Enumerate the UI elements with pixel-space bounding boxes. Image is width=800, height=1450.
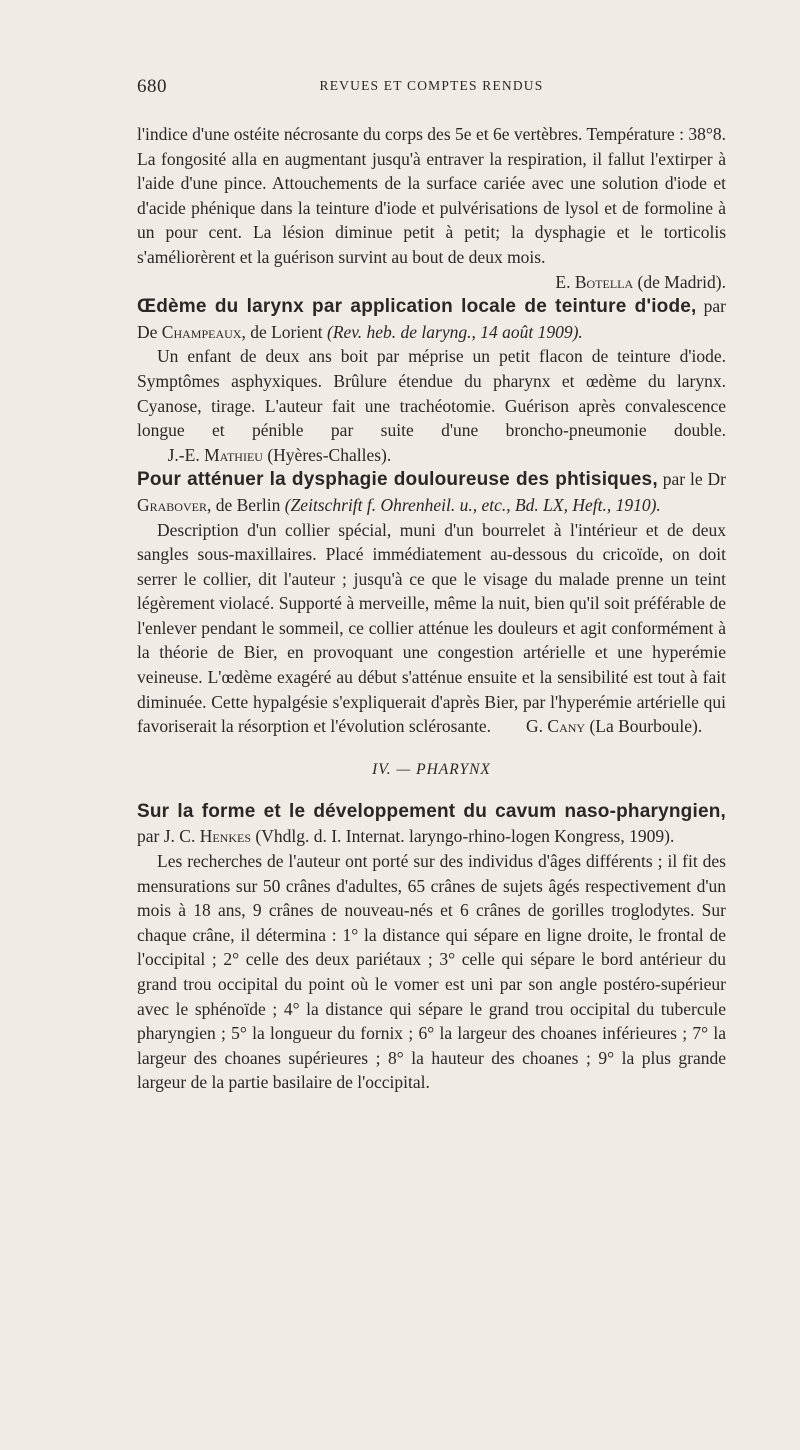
article-body-text: Les recherches de l'auteur ont porté sur des individus d'âges différents ; il fit des mensurations sur 50 crânes d'adultes, 65 crânes de sujets âgés respectivement d'un mois à 18 ans, 9 crânes de nouveau-nés et 6 crânes de gorilles troglodytes. Sur chaque crâne, il détermina : 1° la distance qui sépare en ligne droite, le frontal de l'occipital ; 2° celle des deux pariétaux ; 3° celle qui sépare le bord antérieur du grand trou occipital du point où le vomer est uni par son angle postéro-supérieur avec le sphénoïde ; 4° la distance qui sépare le grand trou occipital du tubercule pharyngien ; 5° la longueur du fornix ; 6° la largeur des choanes inférieures ; 7° la largeur des choanes supérieures ; 8° la hauteur des choanes ; 9° la plus grande largeur de la partie basilaire de l'occipital. [137,851,726,1093]
journal-page [0,76,800,1450]
article-affiliation: , de Berlin [206,494,281,515]
article-title: Sur la forme et le développement du cavum naso-pharyngien, [137,800,726,822]
running-head [137,76,726,112]
article-signature [137,445,391,465]
article-body [137,344,726,467]
signature-place: (de Madrid). [637,271,726,292]
section-title: IV. — PHARYNX [372,760,491,778]
article-champeaux [137,294,726,467]
article-botella [137,122,726,294]
article-body-text: l'indice d'une ostéite nécrosante du corps des 5e et 6e vertèbres. Température : 38°8. La fongosité alla en augmentant jusqu'à entraver la respiration, il fallut l'extirper à l'aide d'une pince. Attouchements de la surface cariée avec une solution d'iode et d'acide phénique dans la teinture d'iode et pulvérisations de lysol et de formoline à un pour cent. La lésion diminue petit à petit; la dysphagie et le torticolis s'améliorèrent et la guérison survint au bout de deux mois. [137,124,726,267]
article-heading [137,467,726,517]
article-by: par le Dr [662,469,726,490]
signature-name: J.-E. Mathieu [167,444,263,465]
article-by: par De [137,296,726,342]
article-body [137,849,726,1095]
article-body-text: Un enfant de deux ans boit par méprise un petit flacon de teinture d'iode. Symptômes asphyxiques. Brûlure étendue du pharynx et œdème du larynx. Cyanose, tirage. L'auteur fait une trachéotomie. Guérison après convalescence longue et pénible par suite d'une broncho-pneumonie double. [137,346,726,441]
article-heading [137,799,726,849]
article-title: Pour atténuer la dysphagie douloureuse des phtisiques, [137,469,658,491]
running-title: REVUES ET COMPTES RENDUS [319,78,544,93]
article-source: (Zeitschrift f. Ohrenheil. u., etc., Bd. LX, Heft., 1910). [284,494,661,515]
signature-name: G. Cany [526,716,586,737]
article-source: (Rev. heb. de laryng., 14 août 1909). [327,321,583,342]
article-author: Henkes [199,826,252,847]
article-author: Champeaux [161,321,242,342]
article-title: Œdème du larynx par application locale de teinture d'iode, [137,296,697,318]
page-number: 680 [137,76,167,97]
article-source: (Vhdlg. d. I. Internat. laryngo-rhino-logen Kongress, 1909). [255,826,675,847]
article-henkes [137,799,726,1095]
article-by: par J. C. [137,826,196,847]
article-heading [137,294,726,344]
article-body-text: Description d'un collier spécial, muni d'un bourrelet à l'intérieur et de deux sangles sous-maxillaires. Placé immédiatement au-dessous du cricoïde, on doit serrer le collier, dit l'auteur ; jusqu'à ce que le visage du malade prenne un teint légèrement violacé. Supporté à merveille, même la nuit, bien qu'il soit préférable de l'enlever pendant le sommeil, ce collier atténue les douleurs et agit conformément à la théorie de Bier, en provoquant une congestion artérielle et une hyperémie veineuse. L'œdème exagéré au début s'atténue ensuite et la sensibilité est tout à fait diminuée. Cette hypalgésie s'expliquerait d'après Bier, par l'hyperémie artérielle qui favoriserait la résorption et l'évolution sclérosante. [137,519,726,737]
signature-place: (Hyères-Challes). [267,444,392,465]
article-affiliation: , de Lorient [241,321,323,342]
article-body [137,122,726,270]
article-signature [495,716,702,736]
article-author: Grabover [137,494,207,515]
article-grabover [137,467,726,739]
signature-place: (La Bourboule). [589,716,703,737]
article-signature [137,270,726,295]
signature-name: E. Botella [555,271,634,292]
article-body [137,518,726,739]
